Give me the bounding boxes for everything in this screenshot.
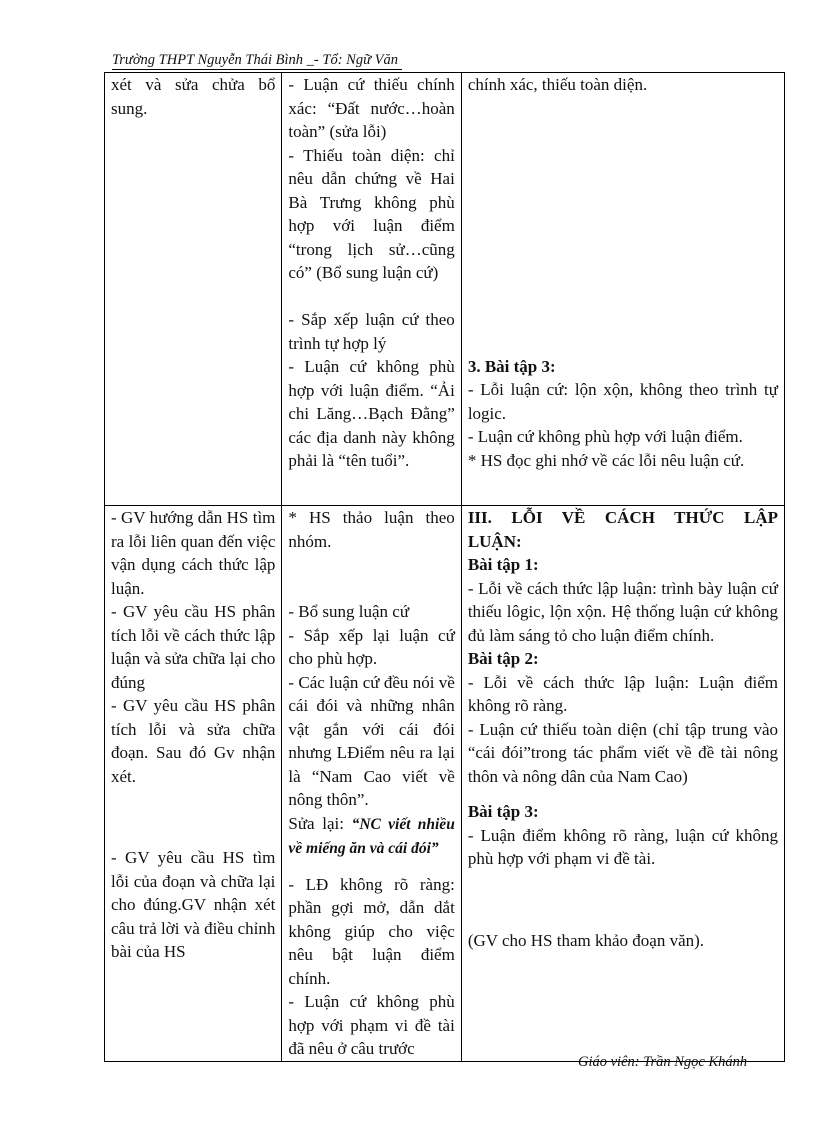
cell-text: - Luận cứ không phù hợp với luận điểm. “Ải chi Lăng…Bạch Đằng” các địa danh này không phải là “tên tuổi”. <box>288 357 455 470</box>
cell-text: * HS đọc ghi nhớ về các lỗi nêu luận cứ. <box>467 450 745 470</box>
fix-text: “NC viết nhiều về miếng ăn và cái đói” <box>288 815 455 857</box>
teacher-activity-cell <box>105 506 282 1062</box>
teacher-activity-cell <box>105 73 282 506</box>
section-title: III. LỖI VỀ CÁCH THỨC LẬP LUẬN: <box>467 508 778 551</box>
cell-text: - Luận cứ không phù hợp với phạm vi đề tài đã nêu ở câu trước <box>288 992 455 1058</box>
cell-text <box>288 812 454 861</box>
cell-text: (GV cho HS tham khảo đoạn văn). <box>467 930 705 950</box>
student-activity-cell <box>282 506 461 1062</box>
cell-text: chính xác, thiếu toàn diện. <box>467 75 648 94</box>
content-cell <box>461 506 784 1062</box>
table-row <box>105 506 785 1062</box>
teacher-signature: Giáo viên: Trần Ngọc Khánh <box>578 1054 748 1070</box>
page-header <box>112 51 402 70</box>
cell-text: - Luận cứ không phù hợp với luận điểm. <box>467 427 743 446</box>
department-name: Tổ: Ngữ Văn <box>322 52 398 68</box>
cell-text: xét và sửa chửa bổ sung. <box>111 75 276 118</box>
cell-text: - Bổ sung luận cứ <box>288 602 410 621</box>
cell-text: - GV yêu cầu HS tìm lỗi của đoạn và chữa lại cho đúng.GV nhận xét câu trả lời và điều chỉnh bài của HS <box>111 848 276 961</box>
exercise-title: Bài tập 3: <box>467 802 539 821</box>
cell-text: - GV hướng dẫn HS tìm ra lỗi liên quan đến việc vận dụng cách thức lập luận. <box>111 508 276 598</box>
content-cell <box>461 73 784 506</box>
cell-text: - Luận điểm không rõ ràng, luận cứ không phù hợp với phạm vi đề tài. <box>467 825 778 868</box>
cell-text: - Các luận cứ đều nói về cái đói và những nhân vật gắn với cái đói nhưng LĐiểm nêu ra lại là “Nam Cao viết về nông thôn”. <box>288 672 455 809</box>
table-row <box>105 73 785 506</box>
exercise-title: 3. Bài tập 3: <box>467 356 556 376</box>
header-separator: _- <box>306 52 319 68</box>
cell-text: - Thiếu toàn diện: chỉ nêu dẫn chứng về Hai Bà Trưng không phù hợp với luận điểm “trong lịch sử…cũng có” (Bổ sung luận cứ) <box>288 145 455 282</box>
cell-text: - Lỗi về cách thức lập luận: trình bày luận cứ thiếu lôgic, lộn xộn. Hệ thống luận cứ không đủ làm sáng tỏ cho luận điểm chính. <box>467 578 778 645</box>
exercise-title: Bài tập 1: <box>467 555 539 574</box>
cell-text: - Luận cứ thiếu chính xác: “Đất nước…hoàn toàn” (sửa lỗi) <box>288 75 455 141</box>
cell-text: - GV yêu cầu HS phân tích lỗi và sửa chữa đoạn. Sau đó Gv nhận xét. <box>111 696 276 786</box>
exercise-title: Bài tập 2: <box>467 649 539 668</box>
cell-text: - Lỗi về cách thức lập luận: Luận điểm không rõ ràng. <box>467 672 778 715</box>
cell-text: - Sắp xếp luận cứ theo trình tự hợp lý <box>288 310 455 353</box>
lesson-table <box>104 72 785 1062</box>
cell-text: - Sắp xếp lại luận cứ cho phù hợp. <box>288 625 455 668</box>
student-activity-cell <box>282 73 461 506</box>
cell-text: - Lỗi luận cứ: lộn xộn, không theo trình tự logic. <box>467 380 778 423</box>
fix-label: Sửa lại: <box>288 813 344 833</box>
cell-text: * HS thảo luận theo nhóm. <box>288 508 455 551</box>
school-name: Trường THPT Nguyễn Thái Bình <box>112 52 304 68</box>
cell-text: - Luận cứ thiếu toàn diện (chỉ tập trung vào “cái đói”trong tác phẩm viết về đề tài nông thôn và nông dân của Nam Cao) <box>467 719 778 786</box>
cell-text: - LĐ không rõ ràng: phần gợi mở, dẫn dắt không giúp cho việc nêu bật luận điểm chính. <box>288 874 455 988</box>
cell-text: - GV yêu cầu HS phân tích lỗi về cách thức lập luận và sửa chữa lại cho đúng <box>111 602 276 692</box>
